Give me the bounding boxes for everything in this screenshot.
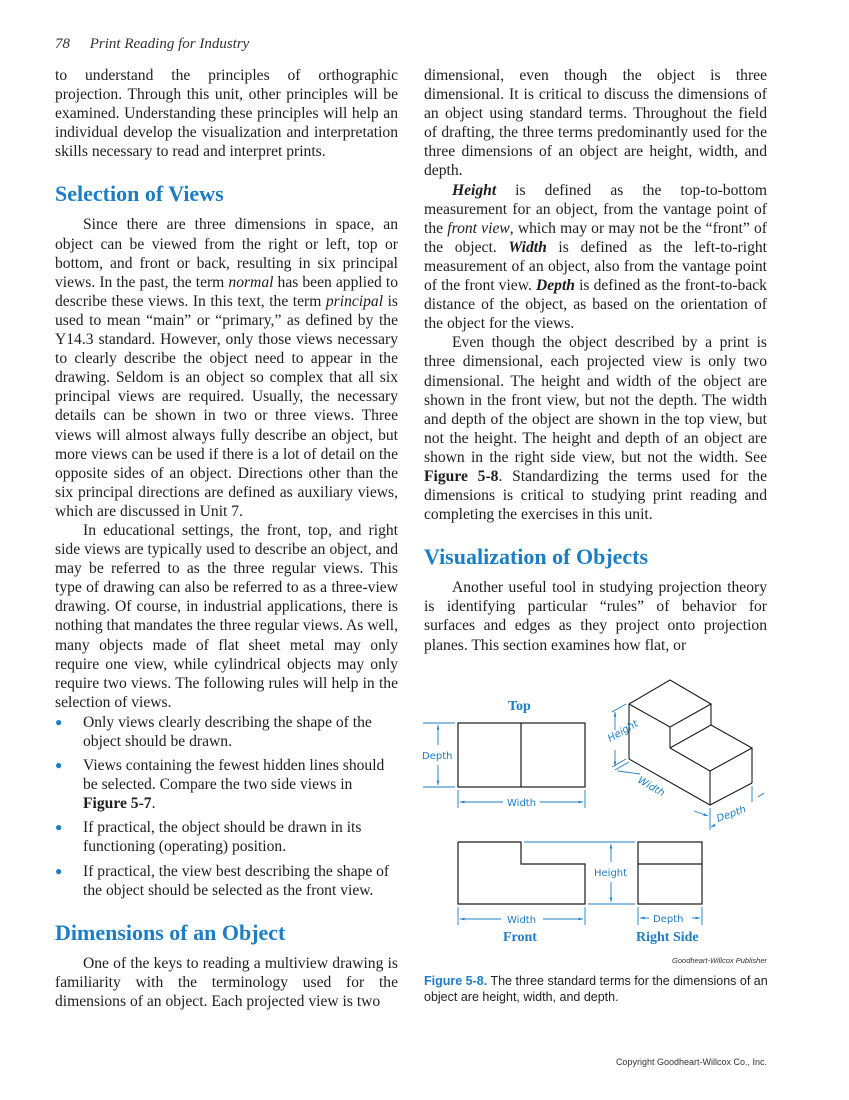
figure-5-8 [415, 670, 785, 960]
dimensions-paragraph-1: One of the keys to reading a multiview drawing is familiarity with the terminology used for the dimensions of an object. Each projected view is two [55, 954, 398, 1010]
selection-paragraph-1: Since there are three dimensions in space, an object can be viewed from the right or left, top or bottom, and front or back, resulting in six principal views. In the past, the term normal has been applied to describe these views. In this text, the term principal is used to mean “main” or “primary,” as defined by the Y14.3 standard. However, only those views necessary to clearly describe the object need to appear in the drawing. Seldom is an object so complex that all six principal views are required. Usually, the necessary details can be shown in two or three views. Three views will almost always fully describe an object, but more views can be used if there is a lot of detail on the opposite sides of an object. Directions other than the six principal directions are defined as auxiliary views, which are discussed in Unit 7. [55, 216, 398, 520]
list-item: ● Only views clearly describing the shape of the object should be drawn. [55, 713, 372, 750]
intro-paragraph: to understand the principles of orthographic projection. Through this unit, other principles will be examined. Understanding these principles will help an individual develop the visualization and interpretation skills necessary to read and interpret prints. [55, 67, 398, 161]
figure-reference-5-8: Figure 5-8 [424, 467, 499, 485]
front-width-label: Width [507, 915, 537, 926]
visualization-paragraph-1: Another useful tool in studying projection theory is identifying particular “rules” of behavior for surfaces and edges as they project onto projection planes. This section examines how flat, or [424, 579, 767, 654]
term-width: Width [508, 238, 547, 256]
term-normal: normal [228, 273, 274, 291]
list-item: ● If practical, the object should be drawn in its functioning (operating) position. [55, 819, 362, 856]
heading-dimensions-of-an-object: Dimensions of an Object [55, 919, 286, 945]
figure-credit: Goodheart-Willcox Publisher [672, 956, 767, 965]
front-dimensions [458, 842, 635, 925]
bullet-icon: ● [55, 758, 63, 773]
top-view [423, 723, 585, 808]
book-title: Print Reading for Industry [89, 36, 250, 52]
top-width-label: Width [507, 798, 537, 809]
right-column [424, 66, 767, 655]
right-side-view-label: Right Side [636, 930, 699, 945]
term-depth: Depth [535, 277, 575, 295]
list-item: ● If practical, the view best describing the shape of the object should be selected as the front view. [55, 862, 390, 899]
multiview-drawing [415, 670, 785, 960]
front-view [458, 842, 585, 904]
term-front-view: front view [447, 219, 510, 237]
iso-width-label: Width [635, 775, 667, 800]
copyright-footer: Copyright Goodheart-Willcox Co., Inc. [615, 1057, 767, 1067]
definitions-paragraph: Height is defined as the top-to-bottom measurement for an object, from the vantage point of the front view, which may or may not be the “front” of the object. Width is defined as the left-to-right measurement of an object, also from the vantage point of the front view. Depth is defined as the front-to-back distance of the object, as based on the orientation of the object for the views. [424, 181, 767, 333]
iso-height-label: Height [606, 718, 641, 745]
top-depth-label: Depth [422, 751, 453, 762]
bullet-icon: ● [55, 863, 63, 878]
caption-text: The three standard terms for the dimensions of an object are height, width, and depth. [424, 974, 768, 1004]
term-principal: principal [325, 292, 384, 310]
iso-depth-label: Depth [715, 804, 748, 825]
left-column [55, 66, 398, 1011]
projection-paragraph: Even though the object described by a print is three dimensional, each projected view is only two dimensional. The height and width of the object are shown in the front view, but not the depth. The width and depth of the object are shown in the top view, but not the height. The height and depth of an object are shown in the right side view, but not the width. See Figure 5-8. Standardizing the terms used for the dimensions is critical to studying print reading and completing the exercises in this unit. [424, 334, 767, 524]
heading-visualization-of-objects: Visualization of Objects [424, 544, 649, 570]
bullet-icon: ● [55, 714, 63, 729]
front-height-label: Height [594, 868, 628, 879]
right-side-view [638, 842, 702, 904]
caption-number: Figure 5-8. [424, 974, 488, 988]
figure-reference-5-7: Figure 5-7 [83, 795, 152, 813]
side-depth-label: Depth [653, 914, 684, 925]
heading-selection-of-views: Selection of Views [55, 181, 224, 207]
top-view-label: Top [508, 699, 531, 714]
bullet-icon: ● [55, 820, 63, 835]
running-header [55, 36, 249, 53]
view-selection-rules-list [55, 713, 398, 900]
page-number: 78 [55, 36, 70, 52]
figure-caption [424, 973, 774, 1005]
term-height: Height [452, 181, 497, 199]
front-view-label: Front [503, 930, 537, 945]
list-item: ● Views containing the fewest hidden lines should be selected. Compare the two side views in Figure 5-7. [55, 757, 385, 813]
selection-paragraph-2: In educational settings, the front, top, and right side views are typically used to describe an object, and may be referred to as the three regular views. This type of drawing can also be referred to as a three-view drawing. Of course, in industrial applications, there is nothing that mandates the three regular views. As well, many objects made of flat sheet metal may only require one view, while cylindrical objects may only require two views. The following rules will help in the selection of views. [55, 521, 398, 711]
continued-paragraph: dimensional, even though the object is three dimensional. It is critical to discuss the dimensions of an object using standard terms. Throughout the field of drafting, the three terms predominantly used for the three dimensions of an object are height, width, and depth. [424, 67, 767, 180]
